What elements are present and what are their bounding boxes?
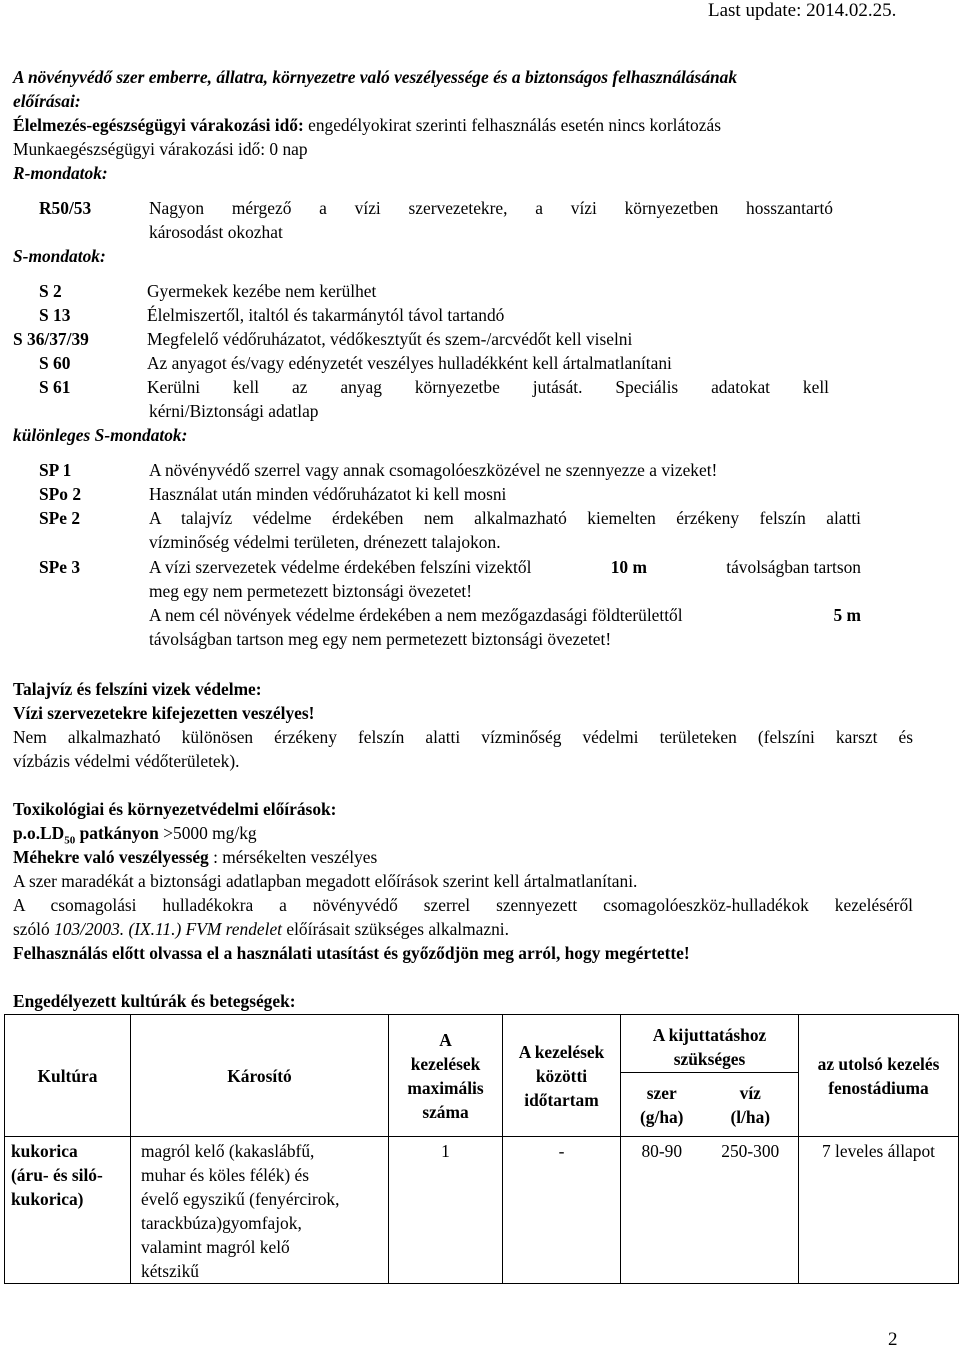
residue-line: A szer maradékát a biztonsági adatlapban megadott előírások szerint kell ártalmatlanítani. <box>13 871 638 891</box>
s-text: Megfelelő védőruházatot, védőkesztyűt és szem-/arcvédőt kell viselni <box>147 329 633 349</box>
food-wait-line <box>13 113 721 137</box>
special-text-line4: távolságban tartson meg egy nem permetezett biztonsági övezetet! <box>149 629 612 649</box>
special-code: SP 1 <box>39 460 72 480</box>
col-header-application-need: A kijuttatáshoz szükséges <box>621 1015 799 1073</box>
s-code: S 61 <box>39 377 71 397</box>
cell-culture: kukorica (áru- és siló- kukorica) <box>5 1137 131 1284</box>
s-heading: S-mondatok: <box>13 246 106 266</box>
special-text-line3 <box>149 603 861 627</box>
r-text-line2: károsodást okozhat <box>149 222 283 242</box>
cell-agent: 80-90 <box>621 1137 703 1284</box>
page-number: 2 <box>888 1329 898 1350</box>
special-code: SPe 2 <box>39 508 81 528</box>
spe3-part-c: távolságban tartson <box>721 557 861 577</box>
crops-table <box>4 1014 959 1284</box>
s-text-line2: kérni/Biztonsági adatlap <box>149 401 319 421</box>
last-update: Last update: 2014.02.25. <box>708 0 897 21</box>
ld-mid: patkányon <box>75 823 164 843</box>
pack-line1: A csomagolási hulladékokra a növényvédő szerrel szennyezett csomagolóeszköz-hulladékok kezeléséről <box>13 895 913 915</box>
safety-title-line2: előírásai: <box>13 91 81 111</box>
pack-regulation: 103/2003. (IX.11.) FVM rendelet <box>54 919 283 939</box>
table-header-row <box>5 1015 959 1073</box>
cell-pest: magról kelő (kakaslábfű, muhar és köles félék) és évelő egyszikű (fenyércirok, tarackbúza)gyomfajok, valamint magról kelő kétszikű <box>131 1137 389 1284</box>
special-text-line1 <box>149 555 861 579</box>
special-heading: különleges S-mondatok: <box>13 425 188 445</box>
bee-label: Méhekre való veszélyesség <box>13 847 209 867</box>
food-wait-value: engedélyokirat szerinti felhasználás esetén nincs korlátozás <box>303 115 721 135</box>
s-code: S 13 <box>39 305 71 325</box>
cell-interval: - <box>503 1137 621 1284</box>
cell-water: 250-300 <box>703 1137 799 1284</box>
col-header-water: víz (l/ha) <box>703 1073 799 1137</box>
water-line1: Nem alkalmazható különösen érzékeny felszín alatti vízminőség védelmi területeken (felszíni karszt és <box>13 727 913 747</box>
s-code: S 2 <box>39 281 62 301</box>
special-text: Használat után minden védőruházatot ki kell mosni <box>149 484 507 504</box>
work-wait-line: Munkaegészségügyi várakozási idő: 0 nap <box>13 139 308 159</box>
spe3-line3-a: A nem cél növények védelme érdekében a nem mezőgazdasági földterülettől <box>149 605 687 625</box>
cell-max: 1 <box>389 1137 503 1284</box>
special-text-line2: meg egy nem permetezett biztonsági övezetet! <box>149 581 473 601</box>
col-header-pest: Károsító <box>131 1015 389 1137</box>
ld-prefix: p.o.LD <box>13 823 65 843</box>
r-text-line1: Nagyon mérgező a vízi szervezetekre, a vízi környezetben hosszantartó <box>149 198 833 218</box>
spe3-part-a: A vízi szervezetek védelme érdekében felszíni vizektől <box>149 557 536 577</box>
col-header-culture: Kultúra <box>5 1015 131 1137</box>
special-text-line1: A talajvíz védelme érdekében nem alkalmazható kiemelten érzékeny felszín alatti <box>149 508 861 528</box>
col-header-interval: A kezelések közötti időtartam <box>503 1015 621 1137</box>
s-text: Élelmiszertől, italtól és takarmánytól távol tartandó <box>147 305 505 325</box>
tox-heading: Toxikológiai és környezetvédelmi előírások: <box>13 799 337 819</box>
r-heading: R-mondatok: <box>13 163 108 183</box>
crops-heading: Engedélyezett kultúrák és betegségek: <box>13 991 296 1011</box>
cell-stage: 7 leveles állapot <box>799 1137 959 1284</box>
table-row <box>5 1137 959 1284</box>
pack-line2 <box>13 917 509 941</box>
spe3-distance: 10 m <box>610 557 647 577</box>
pack-suffix: előírásait szükséges alkalmazni. <box>282 919 509 939</box>
special-code: SPe 3 <box>39 557 81 577</box>
s-text: Gyermekek kezébe nem kerülhet <box>147 281 377 301</box>
water-warning: Vízi szervezetekre kifejezetten veszélyes! <box>13 703 315 723</box>
special-text: A növényvédő szerrel vagy annak csomagolóeszközével ne szennyezze a vizeket! <box>149 460 718 480</box>
s-text-line1: Kerülni kell az anyag környezetbe jutását. Speciális adatokat kell <box>147 377 829 397</box>
water-line2: vízbázis védelmi védőterületek). <box>13 751 240 771</box>
r-code: R50/53 <box>39 198 92 218</box>
ld-value: >5000 mg/kg <box>163 823 257 843</box>
pack-prefix: szóló <box>13 919 55 939</box>
safety-title-line1: A növényvédő szer emberre, állatra, környezetre való veszélyessége és a biztonságos felhasználásának <box>13 67 738 87</box>
special-code: SPo 2 <box>39 484 82 504</box>
food-wait-label: Élelmezés-egészségügyi várakozási idő: <box>13 115 304 135</box>
ld-sub: 50 <box>64 834 76 847</box>
col-header-agent: szer (g/ha) <box>621 1073 703 1137</box>
spe3-line3-distance: 5 m <box>833 605 861 625</box>
water-heading: Talajvíz és felszíni vizek védelme: <box>13 679 262 699</box>
s-text: Az anyagot és/vagy edényzetét veszélyes hulladékként kell ártalmatlanítani <box>147 353 672 373</box>
special-text-line2: vízminőség védelmi területen, drénezett talajokon. <box>149 532 501 552</box>
s-code: S 36/37/39 <box>13 329 89 349</box>
bee-value: : mérsékelten veszélyes <box>208 847 378 867</box>
col-header-last-stage: az utolsó kezelés fenostádiuma <box>799 1015 959 1137</box>
s-code: S 60 <box>39 353 71 373</box>
bee-line <box>13 845 377 869</box>
col-header-max-treatments: A kezelések maximális száma <box>389 1015 503 1137</box>
final-warning: Felhasználás előtt olvassa el a használati utasítást és győződjön meg arról, hogy megértette! <box>13 943 690 963</box>
